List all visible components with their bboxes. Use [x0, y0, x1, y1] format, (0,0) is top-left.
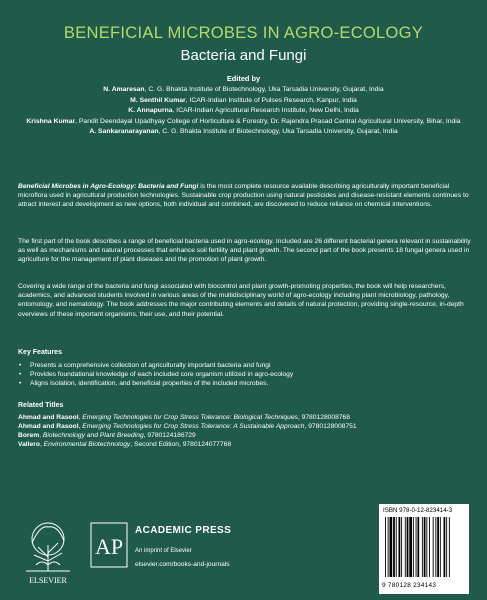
separator: ,	[78, 423, 83, 431]
publisher-imprint: An imprint of Elsevier	[135, 548, 192, 554]
barcode-bar	[396, 517, 397, 577]
editor-affiliation: , ICAR-Indian Institute of Pulses Research, Kanpur, India	[185, 96, 357, 104]
related-title-item	[18, 422, 458, 431]
editor-affiliation: , C. G. Bhakta Institute of Biotechnology, Uka Tarsadia University, Gujarat, India	[144, 86, 384, 93]
publisher-url[interactable]: elsevier.com/books-and-journals	[135, 561, 230, 568]
barcode-bar	[435, 517, 436, 577]
key-feature-item: • Aligns isolation, identification, and beneficial properties of the included microbes.	[18, 379, 468, 388]
editors-list	[18, 85, 469, 138]
barcode-bar	[416, 517, 417, 577]
book-subtitle: Bacteria and Fungi	[180, 47, 307, 64]
editor-entry	[18, 85, 469, 96]
related-author: Borem	[18, 432, 40, 440]
separator: ,	[39, 441, 44, 449]
edited-by-label: Edited by	[226, 74, 261, 83]
related-author: Ahmad and Rasool	[18, 423, 79, 431]
related-title-item	[18, 413, 458, 422]
related-extra: , 9780128008768	[297, 414, 350, 421]
description-paragraph-3: Covering a wide range of the bacteria and fungi associated with biocontrol and plant growth-promoting properties, the book will help researchers, academics, and advanced students involved in various areas of the multidisciplinary world of agro-ecology including plant microbiology, pathology, entomology, and nematology. The book addresses the major contributing elements and details of natural protection, providing single-resource, in-depth overviews of these important organisms, their use, and their potential.	[18, 283, 464, 318]
barcode-bar	[449, 517, 450, 577]
editor-name: Krishna Kumar	[26, 117, 76, 125]
key-features-heading: Key Features	[18, 349, 62, 356]
description-text: is the most complete resource available describing agriculturally important beneficial microflora used in agricultural production technologies. Sustainable crop production using natural pesticides and disease-resistant elements continues to attract interest and development as new options, both individual and combined, are discovered to reduce reliance on chemical interventions.	[18, 183, 469, 209]
elsevier-logo	[18, 515, 78, 587]
barcode-bar	[390, 517, 393, 577]
barcode-bar	[388, 517, 389, 577]
barcode-bar	[437, 517, 439, 577]
related-title: Emerging Technologies for Crop Stress Tolerance: Biological Techniques	[82, 414, 298, 421]
editor-affiliation: , ICAR-Indian Agricultural Research Institute, New Delhi, India	[172, 107, 359, 115]
key-feature-item: • Presents a comprehensive collection of agriculturally important bacteria and fungi	[18, 361, 468, 370]
separator: ,	[39, 432, 43, 440]
editor-name: A. Sankaranarayanan	[89, 128, 159, 136]
barcode-bar	[399, 517, 401, 577]
isbn-barcode-panel	[379, 504, 469, 594]
editor-affiliation: , Pandit Deendayal Upadhyay College of Horticulture & Forestry, Dr. Rajendra Prasad Central Agricultural University, Bihar, India	[75, 117, 461, 125]
editor-name: K. Annapurna	[128, 107, 173, 115]
barcode-bar	[426, 517, 427, 577]
barcode-number: 9 780128 234143	[382, 582, 437, 589]
related-title-item	[18, 431, 458, 440]
barcode-bar	[401, 517, 402, 577]
ap-letters: AP	[94, 534, 124, 559]
editor-entry	[18, 106, 469, 117]
barcode-bar	[405, 517, 406, 577]
key-feature-item: • Provides foundational knowledge of each included core organism utilized in agro-ecology	[18, 370, 468, 379]
editor-name: N. Amaresan	[103, 86, 145, 93]
barcode-bar	[407, 517, 409, 577]
barcode-bar	[440, 517, 441, 577]
barcode-bar	[413, 517, 414, 577]
related-extra: , 9780128008751	[304, 423, 357, 431]
key-features-list	[18, 361, 468, 389]
book-title-inline: Beneficial Microbes in Agro-Ecology: Bacteria and Fungi	[18, 183, 199, 190]
description-paragraph-2: The first part of the book describes a range of beneficial bacteria used in agro-ecology. Included are 26 different bacterial genera relevant in sustainability as well as mechanisms and natural processes that enhance soil fertility and plant growth. The second part of the book presents 18 fungal genera used in agriculture for the management of plant diseases and the promotion of plant growth.	[18, 238, 471, 264]
editor-affiliation: , C. G. Bhakta Institute of Biotechnology, Uka Tarsadia University, Gujarat, India	[158, 128, 398, 136]
isbn-label: ISBN 978-0-12-823414-3	[383, 507, 453, 514]
description-paragraph-1	[18, 182, 471, 210]
editor-entry	[18, 117, 469, 128]
barcode-bar	[446, 517, 447, 577]
editor-entry	[18, 127, 469, 138]
barcode-bar	[433, 517, 434, 577]
related-author: Vallero	[18, 441, 40, 449]
barcode-bar	[429, 517, 430, 577]
barcode-bar	[409, 517, 412, 577]
related-title: Emerging Technologies for Crop Stress Tolerance: A Sustainable Approach	[82, 423, 305, 431]
editor-name: M. Senthil Kumar	[130, 96, 186, 104]
barcode-bar	[444, 517, 446, 577]
related-author: Ahmad and Rasool	[18, 414, 79, 421]
barcode-bar	[422, 517, 423, 577]
barcode-bar	[417, 517, 419, 577]
related-titles-list	[18, 413, 458, 449]
related-extra: , Second Edition, 9780124077768	[130, 441, 232, 449]
related-title: Biotechnology and Plant Breeding	[42, 432, 144, 440]
related-title-item	[18, 440, 458, 449]
academic-press-monogram	[90, 522, 128, 568]
barcode-icon	[383, 517, 465, 579]
publisher-name: ACADEMIC PRESS	[135, 525, 232, 536]
elsevier-wordmark: ELSEVIER	[29, 576, 67, 585]
related-titles-heading: Related Titles	[18, 402, 64, 409]
related-extra: , 9780124186729	[143, 432, 196, 440]
barcode-bar	[385, 517, 386, 577]
related-title: Environmental Biotechnology	[43, 441, 131, 449]
barcode-bar	[393, 517, 395, 577]
separator: ,	[78, 414, 83, 421]
book-title: BENEFICIAL MICROBES IN AGRO-ECOLOGY	[63, 24, 424, 42]
editor-entry	[18, 96, 469, 107]
barcode-bar	[424, 517, 426, 577]
